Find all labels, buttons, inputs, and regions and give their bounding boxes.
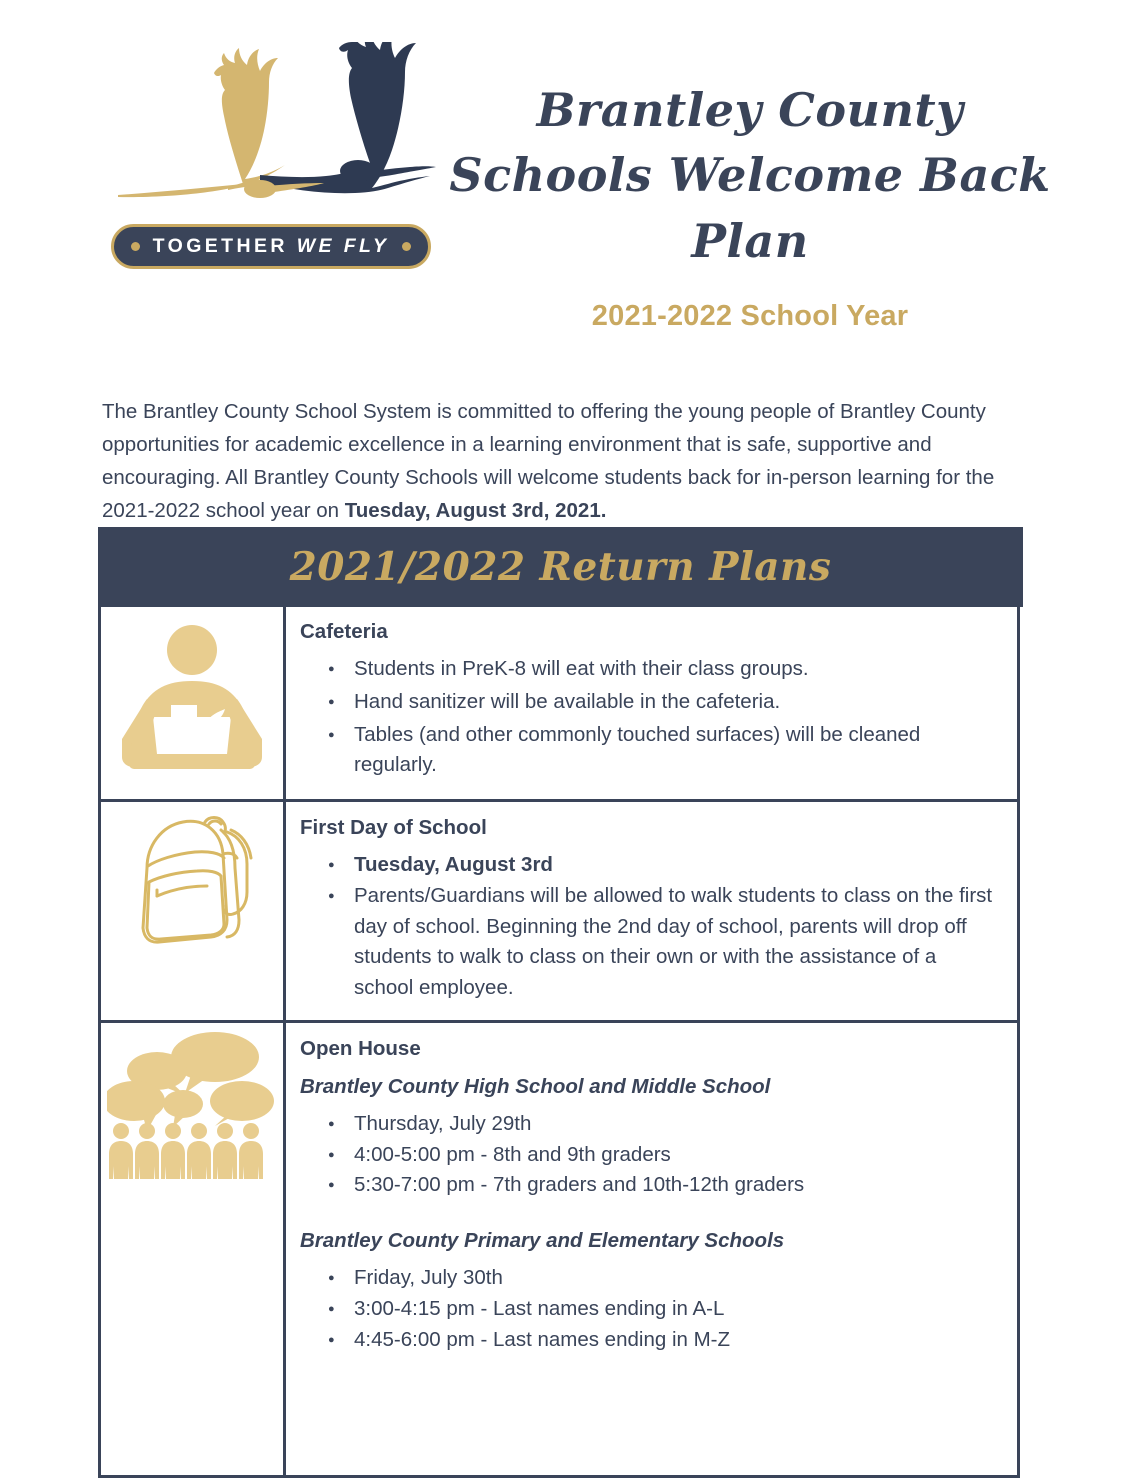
bullet-list-primary-elementary [300, 1263, 995, 1355]
table-body [98, 607, 1020, 1478]
page-title-line-2: Schools Welcome Back [449, 148, 1051, 203]
list-item: ● Tuesday, August 3rd [354, 850, 995, 881]
table-header-band [98, 527, 1023, 607]
list-item: ● 5:30-7:00 pm - 7th graders and 10th-12th graders [354, 1170, 995, 1201]
section-title: First Day of School [300, 816, 487, 839]
return-plans-table [98, 527, 1023, 1478]
bullet-list [300, 654, 995, 781]
row-content-cell [286, 607, 1017, 799]
badge-label-italic: WE FLY [296, 235, 390, 257]
intro-text: The Brantley County School System is committed to offering the young people of Brantley County opportunities for academic excellence in a learning environment that is safe, supportive and encouraging. All Brantley County Schools will welcome students back for in-person learning for the 2021-2022 school year on [102, 399, 995, 523]
table-row [101, 1023, 1017, 1476]
list-item: ● Friday, July 30th [354, 1263, 995, 1294]
list-item: ● Hand sanitizer will be available in the cafeteria. [354, 687, 995, 718]
list-item: ● Tables (and other commonly touched surfaces) will be cleaned regularly. [354, 720, 995, 782]
people-speech-bubbles-icon [107, 1031, 277, 1186]
page-title-line-3: Plan [691, 213, 809, 268]
row-icon-cell [101, 1023, 286, 1476]
list-item: ● Students in PreK-8 will eat with their class groups. [354, 654, 995, 685]
list-item: ● 4:00-5:00 pm - 8th and 9th graders [354, 1140, 995, 1171]
list-item: ● Parents/Guardians will be allowed to walk students to class on the first day of school. Beginning the 2nd day of school, parents will drop off students to walk to class on their own or with the assistance of a school employee. [354, 881, 995, 1004]
row-icon-cell [101, 607, 286, 799]
badge-label-main: TOGETHER [152, 235, 297, 257]
list-item: ● 3:00-4:15 pm - Last names ending in A-L [354, 1294, 995, 1325]
section-title: Cafeteria [300, 620, 388, 643]
document-header [0, 0, 1125, 332]
row-content-cell [286, 1023, 1017, 1476]
cafeteria-lunch-tray-icon [117, 617, 267, 782]
intro-paragraph [102, 395, 1032, 528]
table-row [101, 802, 1017, 1023]
bullet-list [300, 850, 995, 1004]
page-subtitle: 2021-2022 School Year [591, 300, 909, 332]
table-row [101, 607, 1017, 802]
badge-dot-right-icon [402, 242, 411, 251]
together-we-fly-badge [111, 224, 431, 269]
intro-bold-date: Tuesday, August 3rd, 2021. [344, 499, 607, 523]
page-title-line-1: Brantley County [536, 83, 964, 137]
flying-herons-logo-icon [108, 42, 438, 222]
table-header-title: 2021/2022 Return Plans [289, 544, 832, 590]
section-title: Open House [300, 1036, 421, 1060]
subsection-heading-high-middle: Brantley County High School and Middle School [300, 1074, 771, 1098]
badge-label [153, 235, 390, 258]
bullet-list-high-middle [300, 1109, 995, 1201]
row-icon-cell [101, 802, 286, 1020]
row-content-cell [286, 802, 1017, 1020]
list-item: ● 4:45-6:00 pm - Last names ending in M-Z [354, 1325, 995, 1356]
backpack-icon [117, 808, 267, 978]
badge-dot-left-icon [131, 242, 140, 251]
list-item: ● Thursday, July 29th [354, 1109, 995, 1140]
school-logo [108, 42, 438, 277]
page-title [440, 78, 1060, 274]
subsection-heading-primary-elementary: Brantley County Primary and Elementary Schools [300, 1229, 785, 1252]
